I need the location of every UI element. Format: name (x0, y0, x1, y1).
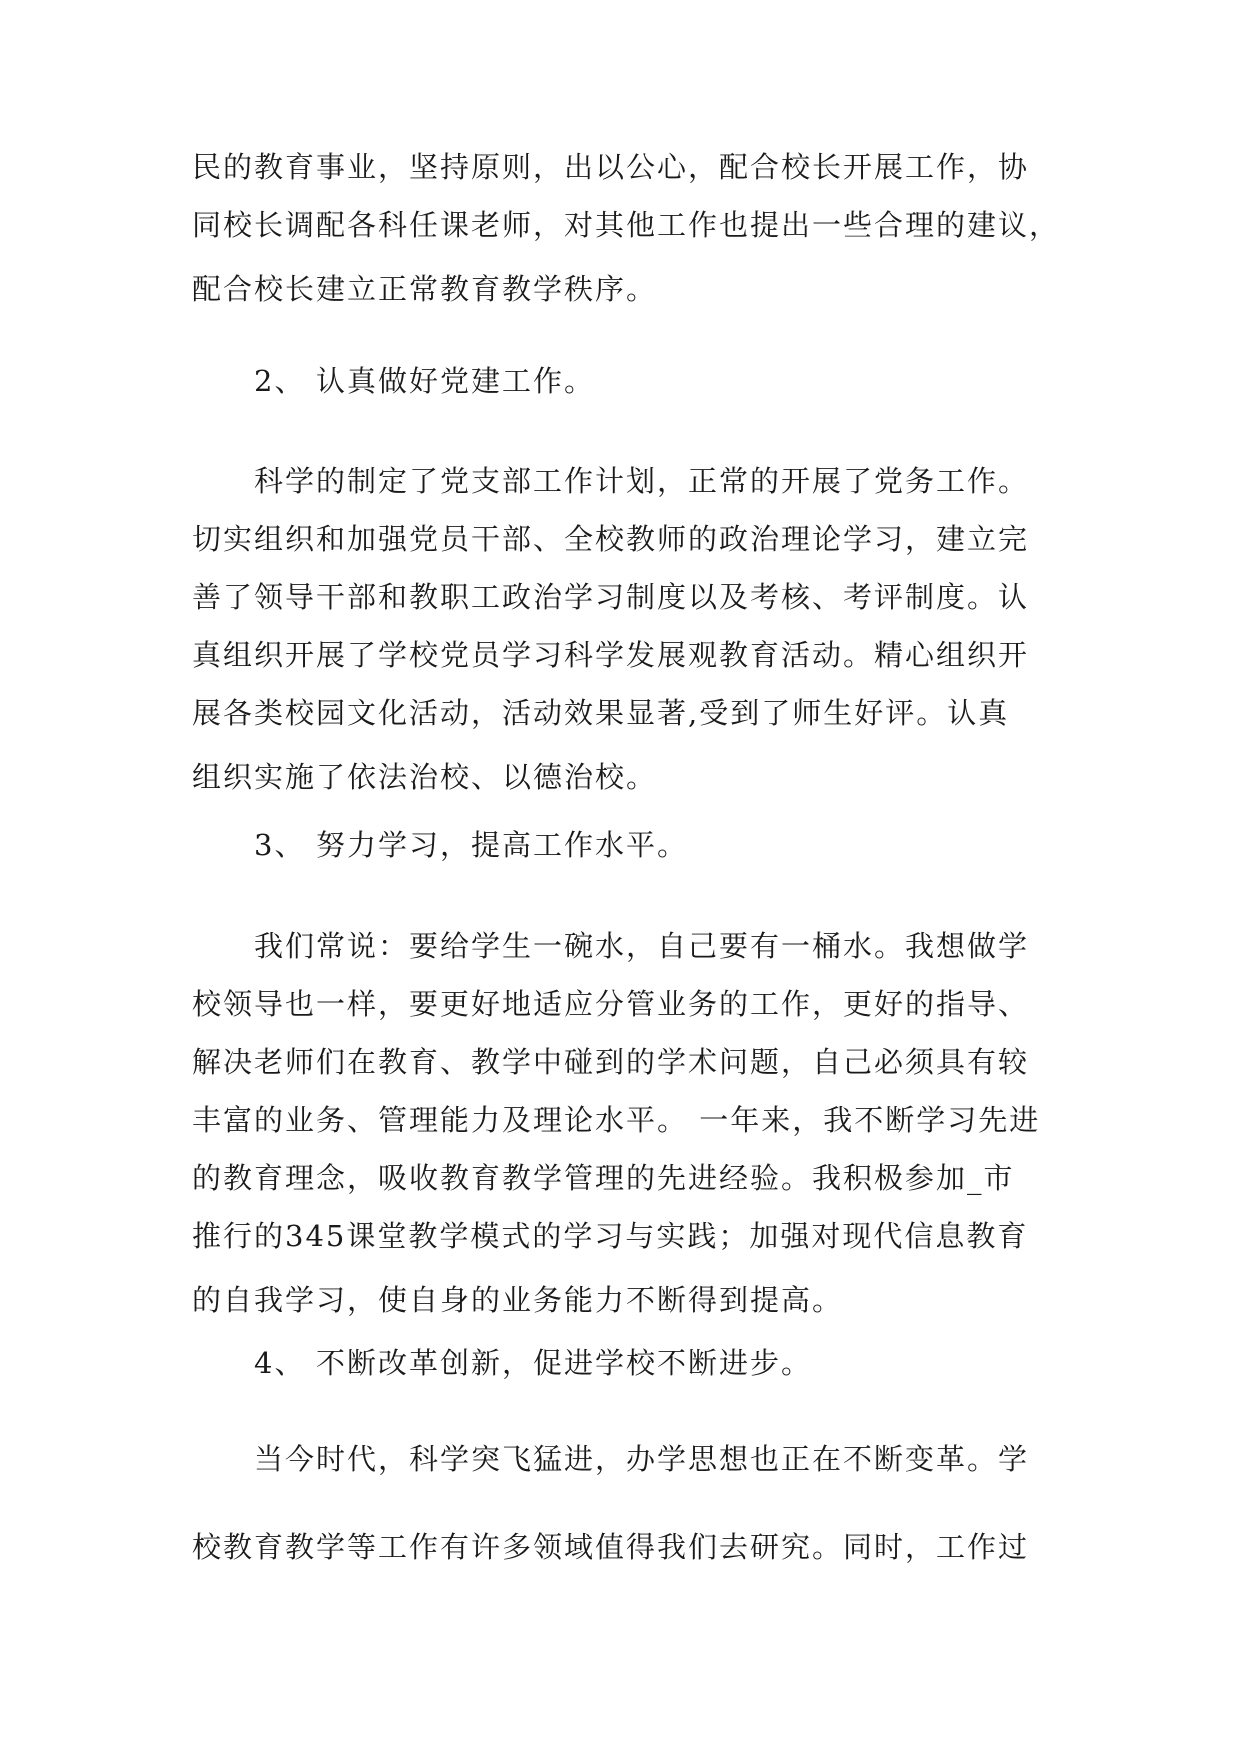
section-number: 4、 (254, 1346, 306, 1380)
paragraph-line: 丰富的业务、管理能力及理论水平。 一年来，我不断学习先进 (192, 1103, 1041, 1137)
paragraph-line: 同校长调配各科任课老师，对其他工作也提出一些合理的建议， (192, 208, 1061, 242)
paragraph-2 (192, 452, 1072, 806)
section-heading-3 (254, 816, 688, 874)
paragraph-4 (192, 1430, 1072, 1576)
section-title: 不断改革创新，促进学校不断进步。 (316, 1346, 813, 1380)
paragraph-line: 展各类校园文化活动，活动效果显著,受到了师生好评。认真 (192, 696, 1010, 730)
paragraph-line: 推行的345课堂教学模式的学习与实践；加强对现代信息教育 (192, 1219, 1029, 1253)
paragraph-line: 民的教育事业，坚持原则，出以公心，配合校长开展工作，协 (192, 150, 1030, 184)
paragraph-line: 组织实施了依法治校、以德治校。 (192, 760, 658, 794)
section-heading-2 (254, 352, 595, 410)
paragraph-line: 解决老师们在教育、教学中碰到的学术问题，自己必须具有较 (192, 1045, 1030, 1079)
paragraph-line: 科学的制定了党支部工作计划，正常的开展了党务工作。 (254, 464, 1030, 498)
paragraph-line: 善了领导干部和教职工政治学习制度以及考核、考评制度。认 (192, 580, 1030, 614)
paragraph-line: 的教育理念，吸收教育教学管理的先进经验。我积极参加_市 (192, 1161, 1015, 1195)
section-title: 努力学习，提高工作水平。 (316, 828, 689, 862)
paragraph-line: 真组织开展了学校党员学习科学发展观教育活动。精心组织开 (192, 638, 1030, 672)
section-number: 3、 (254, 828, 306, 862)
paragraph-line: 的自我学习，使自身的业务能力不断得到提高。 (192, 1283, 844, 1317)
paragraph-line: 我们常说：要给学生一碗水，自己要有一桶水。我想做学 (254, 929, 1030, 963)
paragraph-3 (192, 917, 1072, 1329)
paragraph-line: 配合校长建立正常教育教学秩序。 (192, 272, 658, 306)
paragraph-line: 当今时代，科学突飞猛进，办学思想也正在不断变革。学 (254, 1442, 1030, 1476)
paragraph-1 (192, 138, 1072, 318)
section-heading-4 (254, 1334, 812, 1392)
paragraph-line: 切实组织和加强党员干部、全校教师的政治理论学习，建立完 (192, 522, 1030, 556)
paragraph-line: 校领导也一样，要更好地适应分管业务的工作，更好的指导、 (192, 987, 1030, 1021)
section-number: 2、 (254, 364, 306, 398)
section-title: 认真做好党建工作。 (316, 364, 596, 398)
paragraph-line: 校教育教学等工作有许多领域值得我们去研究。同时，工作过 (192, 1530, 1030, 1564)
